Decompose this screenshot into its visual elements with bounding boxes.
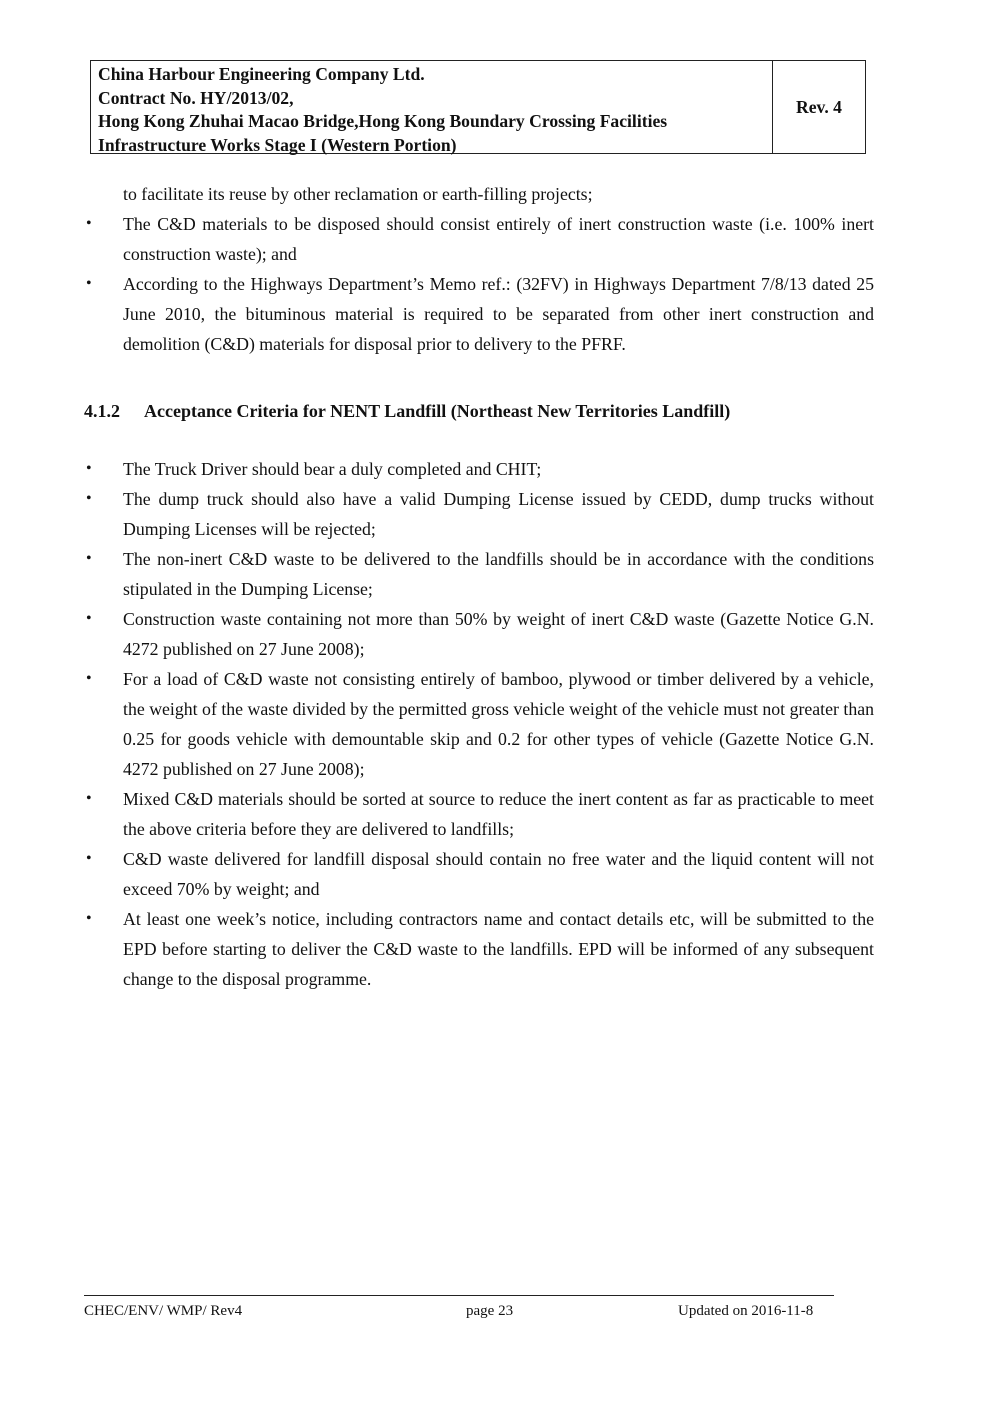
document-header xyxy=(90,60,866,154)
bullet-icon: • xyxy=(86,850,92,867)
section-number: 4.1.2 xyxy=(84,401,120,421)
list-item: The C&D materials to be disposed should consist entirely of inert construction waste (i.e. 100% inert construction waste); and xyxy=(123,214,874,264)
list-item: According to the Highways Department’s Memo ref.: (32FV) in Highways Department 7/8/13 dated 25 June 2010, the bituminous material is required to be separated from other inert construction and demolition (C&D) materials for disposal prior to delivery to the PFRF. xyxy=(123,274,874,354)
list-item: Construction waste containing not more than 50% by weight of inert C&D waste (Gazette Notice G.N. 4272 published on 27 June 2008); xyxy=(123,609,874,659)
footer-divider xyxy=(84,1295,834,1296)
bullet-icon: • xyxy=(86,790,92,807)
section-heading xyxy=(84,396,730,426)
bullet-icon: • xyxy=(86,275,92,292)
list-item: At least one week’s notice, including contractors name and contact details etc, will be submitted to the EPD before starting to deliver the C&D waste to the landfills. EPD will be informed of any subsequent change to the disposal programme. xyxy=(123,909,874,989)
header-company: China Harbour Engineering Company Ltd. xyxy=(98,64,425,84)
footer-updated-date: Updated on 2016-11-8 xyxy=(678,1303,814,1319)
header-revision: Rev. 4 xyxy=(796,96,842,117)
header-contract: Contract No. HY/2013/02, xyxy=(98,87,294,108)
continuation-text: to facilitate its reuse by other reclamation or earth-filling projects; xyxy=(123,184,593,204)
list-item: The non-inert C&D waste to be delivered to the landfills should be in accordance with the conditions stipulated in the Dumping License; xyxy=(123,549,874,599)
bullet-icon: • xyxy=(86,610,92,627)
list-item: Mixed C&D materials should be sorted at source to reduce the inert content as far as practicable to meet the above criteria before they are delivered to landfills; xyxy=(123,789,874,839)
footer-page-number: page 23 xyxy=(466,1303,514,1319)
bullet-icon: • xyxy=(86,910,92,927)
header-project: Hong Kong Zhuhai Macao Bridge,Hong Kong Boundary Crossing Facilities xyxy=(98,111,668,131)
section-title: Acceptance Criteria for NENT Landfill (Northeast New Territories Landfill) xyxy=(144,401,731,421)
header-works: Infrastructure Works Stage I (Western Portion) xyxy=(98,134,457,155)
list-item: The Truck Driver should bear a duly completed and CHIT; xyxy=(123,459,542,479)
bullet-icon: • xyxy=(86,215,92,232)
header-title-block xyxy=(91,61,773,153)
footer-doc-ref: CHEC/ENV/ WMP/ Rev4 xyxy=(84,1303,243,1319)
bullet-icon: • xyxy=(86,490,92,507)
bullet-icon: • xyxy=(86,550,92,567)
bullet-icon: • xyxy=(86,670,92,687)
list-item: C&D waste delivered for landfill disposal should contain no free water and the liquid content will not exceed 70% by weight; and xyxy=(123,849,874,899)
bullet-icon: • xyxy=(86,460,92,477)
list-item: The dump truck should also have a valid Dumping License issued by CEDD, dump trucks without Dumping Licenses will be rejected; xyxy=(123,489,874,539)
list-item: For a load of C&D waste not consisting entirely of bamboo, plywood or timber delivered by a vehicle, the weight of the waste divided by the permitted gross vehicle weight of the vehicle must not greater than 0.25 for goods vehicle with demountable skip and 0.2 for other types of vehicle (Gazette Notice G.N. 4272 published on 27 June 2008); xyxy=(123,669,874,779)
